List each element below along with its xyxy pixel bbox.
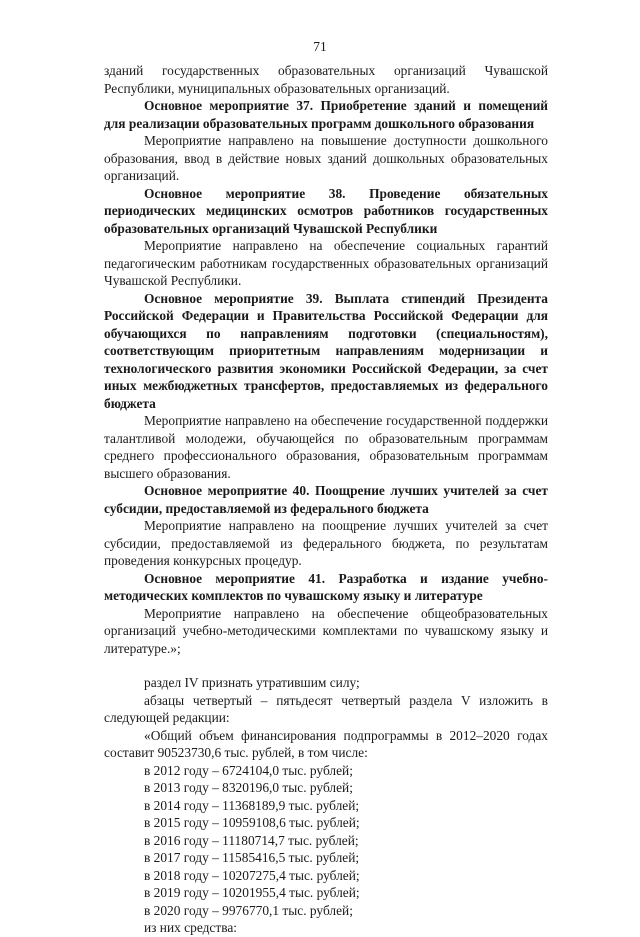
page-number: 71 bbox=[313, 39, 327, 54]
funding-year-line: в 2013 году – 8320196,0 тыс. рублей; bbox=[144, 780, 353, 795]
section-heading: Основное мероприятие 38. Проведение обязательных периодических медицинских осмотров работников государственных образовательных организаций Чувашской Республики bbox=[104, 185, 548, 236]
funding-year-line: в 2014 году – 11368189,9 тыс. рублей; bbox=[144, 797, 360, 813]
section-heading: Основное мероприятие 41. Разработка и издание учебно-методических комплектов по чувашскому языку и литературе bbox=[104, 570, 548, 603]
funding-year-line: в 2012 году – 6724104,0 тыс. рублей; bbox=[144, 762, 353, 778]
paragraph: Мероприятие направлено на обеспечение социальных гарантий педагогическим работникам государственных образовательных организаций Чувашской Республики. bbox=[104, 238, 548, 288]
funding-year-line: в 2018 году – 10207275,4 тыс. рублей; bbox=[144, 867, 360, 883]
paragraph: абзацы четвертый – пятьдесят четвертый раздела V изложить в следующей редакции: bbox=[104, 692, 548, 725]
paragraph: Мероприятие направлено на обеспечение государственной поддержки талантливой молодежи, обучающейся по образовательным программам среднего профессионального образования, образовательным программам высшего образования. bbox=[104, 413, 548, 481]
funding-year-line: в 2016 году – 11180714,7 тыс. рублей; bbox=[144, 832, 359, 848]
paragraph: «Общий объем финансирования подпрограммы в 2012–2020 годах составит 90523730,6 тыс. рублей, в том числе: bbox=[104, 727, 548, 760]
paragraph: Мероприятие направлено на обеспечение общеобразовательных организаций учебно-методическими комплектами по чувашскому языку и литературе.»; bbox=[104, 605, 548, 656]
paragraph: Мероприятие направлено на повышение доступности дошкольного образования, ввод в действие новых зданий дошкольных образовательных организаций. bbox=[104, 133, 548, 183]
section-heading: Основное мероприятие 39. Выплата стипендий Президента Российской Федерации и Правительства Российской Федерации для обучающихся по направлениям подготовки (специальностям), соответствующим приоритетным направлениям модернизации и технологического развития экономики Российской Федерации, за счет иных межбюджетных трансфертов, предоставляемых из федерального бюджета bbox=[104, 290, 548, 411]
funding-year-line: в 2015 году – 10959108,6 тыс. рублей; bbox=[144, 815, 360, 830]
paragraph: зданий государственных образовательных организаций Чувашской Республики, муниципальных образовательных организаций. bbox=[104, 63, 548, 96]
funding-year-line: в 2017 году – 11585416,5 тыс. рублей; bbox=[144, 850, 360, 865]
section-heading: Основное мероприятие 40. Поощрение лучших учителей за счет субсидии, предоставляемой из федерального бюджета bbox=[104, 483, 548, 516]
funding-year-line: в 2019 году – 10201955,4 тыс. рублей; bbox=[144, 885, 360, 900]
paragraph: Мероприятие направлено на поощрение лучших учителей за счет субсидии, предоставляемой из федерального бюджета, по результатам проведения конкурсных процедур. bbox=[104, 518, 548, 568]
section-heading: Основное мероприятие 37. Приобретение зданий и помещений для реализации образовательных программ дошкольного образования bbox=[104, 98, 548, 131]
document-body bbox=[104, 62, 548, 937]
paragraph: раздел IV признать утратившим силу; bbox=[144, 675, 360, 690]
paragraph-gap bbox=[104, 657, 548, 674]
funding-year-list bbox=[104, 762, 548, 937]
funding-year-line: из них средства: bbox=[144, 920, 238, 935]
funding-year-line: в 2020 году – 9976770,1 тыс. рублей; bbox=[144, 902, 353, 918]
